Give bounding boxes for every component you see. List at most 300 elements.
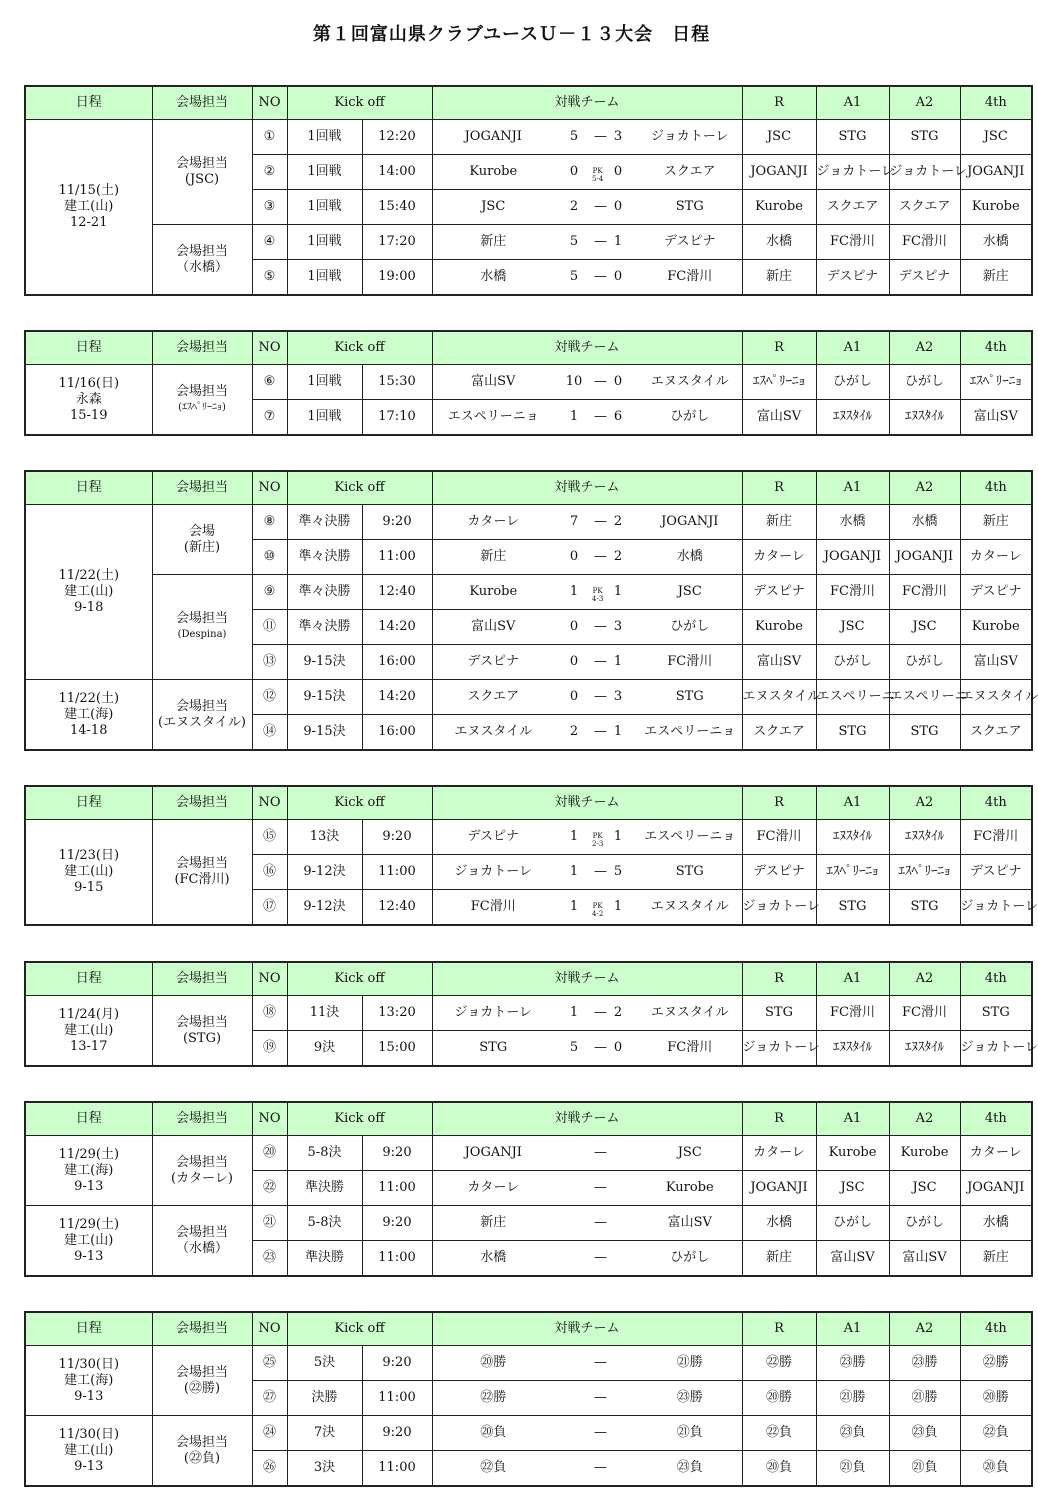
assistant2-cell: ｴﾇｽﾀｲﾙ: [889, 820, 960, 855]
home-team: Kurobe: [432, 155, 554, 190]
kickoff-time: 12:20: [362, 120, 432, 155]
match-number: ⑫: [252, 680, 287, 715]
score-dash: —: [594, 549, 608, 564]
fourth-official-cell: カターレ: [960, 540, 1032, 575]
assistant1-cell: ｴｽﾍﾟﾘｰﾆｮ: [816, 855, 889, 890]
date-cell: [25, 505, 152, 680]
fourth-official-cell: ジョカトーレ: [960, 890, 1032, 926]
fourth-official-cell: ㉒負: [960, 1416, 1032, 1451]
match-number: ㉑: [252, 1206, 287, 1241]
match-number: ⑥: [252, 365, 287, 400]
venue-line: (㉒負): [183, 1450, 221, 1466]
date-line: 9-13: [74, 1248, 104, 1264]
venue-line: 会場担当: [175, 1014, 228, 1030]
assistant2-cell: Kurobe: [889, 1136, 960, 1171]
assistant2-cell: ｴﾇｽﾀｲﾙ: [889, 1031, 960, 1067]
away-score: 0: [598, 190, 638, 225]
away-team: エスペリーニョ: [638, 715, 742, 751]
venue-cell: [152, 1206, 252, 1277]
referee-cell: 富山SV: [742, 645, 816, 680]
away-score: 5: [598, 855, 638, 890]
date-line: 11/16(日): [58, 375, 120, 391]
header-venue: 会場担当: [152, 1102, 252, 1136]
table-row: [25, 120, 1032, 155]
pk-score: PK 4-2: [592, 901, 604, 918]
fourth-official-cell: カターレ: [960, 1136, 1032, 1171]
home-team: JOGANJI: [432, 1136, 554, 1171]
match-number: ⑳: [252, 1136, 287, 1171]
schedule-table: [24, 785, 1038, 926]
away-team: エヌスタイル: [638, 365, 742, 400]
header-a1: A1: [816, 962, 889, 996]
header-kickoff: Kick off: [287, 86, 432, 120]
date-line: 建工(山): [64, 864, 114, 879]
home-score: [554, 1136, 594, 1171]
header-a2: A2: [889, 962, 960, 996]
home-score: [554, 1346, 594, 1381]
home-team: スクエア: [432, 680, 554, 715]
score-dash: —: [594, 409, 608, 424]
home-team: FC滑川: [432, 890, 554, 926]
away-team: スクエア: [638, 155, 742, 190]
venue-cell: [152, 680, 252, 751]
home-team: ジョカトーレ: [432, 996, 554, 1031]
date-cell: [25, 820, 152, 926]
assistant2-cell: STG: [889, 715, 960, 751]
match-number: ⑭: [252, 715, 287, 751]
venue-cell: [152, 365, 252, 436]
kickoff-time: 17:20: [362, 225, 432, 260]
home-team: STG: [432, 1031, 554, 1067]
header-kickoff: Kick off: [287, 1102, 432, 1136]
match-number: ④: [252, 225, 287, 260]
table-row: [25, 996, 1032, 1031]
header-referee: R: [742, 331, 816, 365]
away-team: ジョカトーレ: [638, 120, 742, 155]
date-line: 建工(山): [64, 1022, 114, 1038]
match-number: ①: [252, 120, 287, 155]
away-team: ㉑負: [638, 1416, 742, 1451]
table-header-row: [25, 471, 1032, 505]
kickoff-time: 9:20: [362, 1416, 432, 1451]
venue-line: 会場: [188, 523, 215, 539]
round-cell: 5-8決: [287, 1206, 362, 1241]
venue-line: 会場担当: [175, 1154, 228, 1170]
venue-line: 会場担当: [175, 1434, 228, 1450]
header-no: NO: [252, 786, 287, 820]
kickoff-time: 15:30: [362, 365, 432, 400]
table-row: [25, 680, 1032, 715]
assistant1-cell: ㉑勝: [816, 1381, 889, 1416]
round-cell: 9-15決: [287, 680, 362, 715]
assistant2-cell: STG: [889, 120, 960, 155]
table-row: [25, 1136, 1032, 1171]
assistant1-cell: ｴﾇｽﾀｲﾙ: [816, 400, 889, 436]
score-dash: —: [594, 864, 608, 879]
venue-cell: [152, 120, 252, 225]
fourth-official-cell: ⑳負: [960, 1451, 1032, 1487]
round-cell: 11決: [287, 996, 362, 1031]
date-line: 9-13: [74, 1458, 104, 1474]
date-line: 建工(海): [64, 1372, 114, 1388]
table-row: [25, 1206, 1032, 1241]
header-fourth: 4th: [960, 1312, 1032, 1346]
home-score: 10: [554, 365, 594, 400]
score-dash: —: [594, 269, 608, 284]
home-team: エスペリーニョ: [432, 400, 554, 436]
referee-cell: Kurobe: [742, 610, 816, 645]
schedule-table: [24, 1311, 1033, 1487]
table-header-row: [25, 331, 1032, 365]
assistant1-cell: FC滑川: [816, 575, 889, 610]
assistant2-cell: ㉑勝: [889, 1381, 960, 1416]
home-team: カターレ: [432, 1171, 554, 1206]
header-kickoff: Kick off: [287, 331, 432, 365]
assistant1-cell: デスピナ: [816, 260, 889, 296]
assistant1-cell: ジョカトーレ: [816, 155, 889, 190]
home-team: 富山SV: [432, 610, 554, 645]
header-referee: R: [742, 786, 816, 820]
fourth-official-cell: デスピナ: [960, 855, 1032, 890]
table-row: [25, 1346, 1032, 1381]
home-team: JOGANJI: [432, 120, 554, 155]
referee-cell: 新庄: [742, 1241, 816, 1277]
table-header-row: [25, 1102, 1032, 1136]
date-cell: [25, 1416, 152, 1487]
away-score: 3: [598, 120, 638, 155]
schedule-table: [24, 1101, 1033, 1277]
away-score: 3: [598, 610, 638, 645]
match-number: ⑲: [252, 1031, 287, 1067]
match-number: ㉒: [252, 1171, 287, 1206]
home-team: 新庄: [432, 540, 554, 575]
referee-cell: カターレ: [742, 1136, 816, 1171]
venue-line: (エヌスタイル): [158, 714, 246, 730]
header-fourth: 4th: [960, 1102, 1032, 1136]
venue-cell: [152, 820, 252, 926]
venue-line: （水橋）: [175, 1240, 228, 1256]
score-dash: —: [594, 1390, 608, 1405]
away-score: 1: [598, 225, 638, 260]
home-team: Kurobe: [432, 575, 554, 610]
header-venue: 会場担当: [152, 331, 252, 365]
header-date: 日程: [25, 471, 152, 505]
match-number: ⑤: [252, 260, 287, 296]
table-row: [25, 225, 1032, 260]
assistant1-cell: ひがし: [816, 645, 889, 680]
round-cell: 1回戦: [287, 155, 362, 190]
referee-cell: JOGANJI: [742, 155, 816, 190]
kickoff-time: 11:00: [362, 1171, 432, 1206]
date-cell: [25, 1206, 152, 1277]
home-score: 1: [554, 400, 594, 436]
fourth-official-cell: デスピナ: [960, 575, 1032, 610]
round-cell: 準々決勝: [287, 540, 362, 575]
venue-cell: [152, 505, 252, 575]
referee-cell: ジョカトーレ: [742, 890, 816, 926]
assistant1-cell: エスペリーニ: [816, 680, 889, 715]
kickoff-time: 12:40: [362, 890, 432, 926]
referee-cell: Kurobe: [742, 190, 816, 225]
date-line: 9-18: [74, 600, 104, 615]
away-score: 0: [598, 365, 638, 400]
table-row: [25, 1416, 1032, 1451]
date-cell: [25, 1136, 152, 1206]
round-cell: 1回戦: [287, 260, 362, 296]
kickoff-time: 15:40: [362, 190, 432, 225]
venue-cell: [152, 996, 252, 1067]
table-row: [25, 820, 1032, 855]
header-referee: R: [742, 86, 816, 120]
header-a1: A1: [816, 1102, 889, 1136]
kickoff-time: 9:20: [362, 820, 432, 855]
venue-line: (FC滑川): [174, 872, 230, 887]
table-row: [25, 575, 1032, 610]
home-score: 1: [554, 996, 594, 1031]
away-team: FC滑川: [638, 260, 742, 296]
referee-cell: 新庄: [742, 505, 816, 540]
assistant2-cell: JSC: [889, 610, 960, 645]
home-team: 水橋: [432, 260, 554, 296]
venue-line: (STG): [182, 1030, 222, 1046]
home-score: 7: [554, 505, 594, 540]
away-team: FC滑川: [638, 645, 742, 680]
header-date: 日程: [25, 962, 152, 996]
assistant2-cell: 富山SV: [889, 1241, 960, 1277]
header-match: 対戦チーム: [432, 1312, 742, 1346]
kickoff-time: 12:40: [362, 575, 432, 610]
assistant1-cell: FC滑川: [816, 996, 889, 1031]
home-score: 1: [554, 820, 594, 855]
venue-line: (JSC): [184, 172, 220, 187]
date-line: 11/15(土): [58, 183, 120, 198]
kickoff-time: 14:00: [362, 155, 432, 190]
home-team: 富山SV: [432, 365, 554, 400]
assistant1-cell: JSC: [816, 1171, 889, 1206]
header-venue: 会場担当: [152, 962, 252, 996]
assistant2-cell: ひがし: [889, 365, 960, 400]
kickoff-time: 14:20: [362, 680, 432, 715]
assistant1-cell: STG: [816, 120, 889, 155]
fourth-official-cell: スクエア: [960, 715, 1032, 751]
fourth-official-cell: ㉒勝: [960, 1346, 1032, 1381]
venue-cell: [152, 575, 252, 680]
header-a1: A1: [816, 86, 889, 120]
away-team: STG: [638, 190, 742, 225]
header-date: 日程: [25, 86, 152, 120]
match-number: ③: [252, 190, 287, 225]
assistant1-cell: ㉑負: [816, 1451, 889, 1487]
assistant1-cell: ひがし: [816, 365, 889, 400]
header-kickoff: Kick off: [287, 471, 432, 505]
header-no: NO: [252, 1312, 287, 1346]
match-number: ㉕: [252, 1346, 287, 1381]
assistant2-cell: FC滑川: [889, 575, 960, 610]
score-dash: —: [594, 654, 608, 669]
assistant2-cell: STG: [889, 890, 960, 926]
home-team: 水橋: [432, 1241, 554, 1277]
home-score: 5: [554, 260, 594, 296]
round-cell: 5決: [287, 1346, 362, 1381]
home-score: [554, 1171, 594, 1206]
fourth-official-cell: Kurobe: [960, 610, 1032, 645]
assistant2-cell: スクエア: [889, 190, 960, 225]
assistant2-cell: ひがし: [889, 645, 960, 680]
pk-score: PK 5-4: [592, 166, 604, 183]
score-dash: —: [594, 199, 608, 214]
kickoff-time: 17:10: [362, 400, 432, 436]
away-team: 富山SV: [638, 1206, 742, 1241]
header-no: NO: [252, 471, 287, 505]
referee-cell: カターレ: [742, 540, 816, 575]
away-team: ひがし: [638, 400, 742, 436]
away-score: 2: [598, 505, 638, 540]
home-team: ⑳勝: [432, 1346, 554, 1381]
header-a1: A1: [816, 471, 889, 505]
score-dash: —: [594, 1040, 608, 1055]
referee-cell: 新庄: [742, 260, 816, 296]
round-cell: 9決: [287, 1031, 362, 1067]
fourth-official-cell: 富山SV: [960, 400, 1032, 436]
match-number: ⑦: [252, 400, 287, 436]
assistant2-cell: ㉑負: [889, 1451, 960, 1487]
score-dash: —: [594, 1460, 608, 1475]
score-dash: —: [594, 724, 608, 739]
match-number: ⑬: [252, 645, 287, 680]
header-referee: R: [742, 471, 816, 505]
home-score: 0: [554, 155, 594, 190]
kickoff-time: 14:20: [362, 610, 432, 645]
home-score: 0: [554, 610, 594, 645]
header-kickoff: Kick off: [287, 962, 432, 996]
score-dash: —: [594, 129, 608, 144]
assistant2-cell: ひがし: [889, 1206, 960, 1241]
referee-cell: エヌスタイル: [742, 680, 816, 715]
round-cell: 7決: [287, 1416, 362, 1451]
header-kickoff: Kick off: [287, 1312, 432, 1346]
venue-line: (カターレ): [171, 1170, 233, 1186]
fourth-official-cell: 水橋: [960, 225, 1032, 260]
header-match: 対戦チーム: [432, 962, 742, 996]
header-referee: R: [742, 1102, 816, 1136]
assistant1-cell: ㉓勝: [816, 1346, 889, 1381]
header-venue: 会場担当: [152, 786, 252, 820]
header-venue: 会場担当: [152, 1312, 252, 1346]
venue-cell: [152, 1136, 252, 1206]
home-team: デスピナ: [432, 645, 554, 680]
referee-cell: ⑳勝: [742, 1381, 816, 1416]
referee-cell: ㉒勝: [742, 1346, 816, 1381]
schedule-table: [24, 330, 1033, 436]
score-dash: —: [594, 689, 608, 704]
assistant1-cell: 富山SV: [816, 1241, 889, 1277]
home-score: 5: [554, 225, 594, 260]
fourth-official-cell: FC滑川: [960, 820, 1032, 855]
assistant2-cell: FC滑川: [889, 996, 960, 1031]
away-score: 0: [598, 1031, 638, 1067]
match-number: ⑧: [252, 505, 287, 540]
kickoff-time: 9:20: [362, 1346, 432, 1381]
referee-cell: デスピナ: [742, 575, 816, 610]
header-date: 日程: [25, 1312, 152, 1346]
score-dash: —: [594, 1005, 608, 1020]
home-score: 0: [554, 680, 594, 715]
away-score: 1: [598, 645, 638, 680]
date-line: 建工(山): [64, 584, 114, 599]
referee-cell: ジョカトーレ: [742, 1031, 816, 1067]
date-cell: [25, 680, 152, 751]
away-team: JSC: [638, 575, 742, 610]
score-dash: —: [594, 619, 608, 634]
away-score: 2: [598, 540, 638, 575]
assistant1-cell: STG: [816, 890, 889, 926]
home-team: カターレ: [432, 505, 554, 540]
away-team: ひがし: [638, 610, 742, 645]
referee-cell: 水橋: [742, 225, 816, 260]
schedule-table: [24, 961, 1038, 1067]
score-dash: —: [594, 374, 608, 389]
home-team: 新庄: [432, 225, 554, 260]
header-fourth: 4th: [960, 471, 1032, 505]
kickoff-time: 9:20: [362, 1206, 432, 1241]
match-number: ⑪: [252, 610, 287, 645]
kickoff-time: 9:20: [362, 1136, 432, 1171]
referee-cell: ㉒負: [742, 1416, 816, 1451]
venue-line: (Despina): [177, 629, 227, 640]
round-cell: 9-15決: [287, 645, 362, 680]
home-score: [554, 1241, 594, 1277]
match-number: ㉗: [252, 1381, 287, 1416]
header-a2: A2: [889, 1312, 960, 1346]
assistant2-cell: 水橋: [889, 505, 960, 540]
fourth-official-cell: JOGANJI: [960, 1171, 1032, 1206]
date-line: 建工(山): [64, 1442, 114, 1458]
score-dash: —: [594, 1355, 608, 1370]
kickoff-time: 9:20: [362, 505, 432, 540]
assistant2-cell: ㉓負: [889, 1416, 960, 1451]
assistant1-cell: Kurobe: [816, 1136, 889, 1171]
venue-line: (新庄): [183, 539, 221, 555]
header-match: 対戦チーム: [432, 786, 742, 820]
referee-cell: JOGANJI: [742, 1171, 816, 1206]
venue-line: (㉒勝): [183, 1380, 221, 1396]
match-number: ㉖: [252, 1451, 287, 1487]
away-score: 6: [598, 400, 638, 436]
date-line: 建工(海): [64, 1162, 114, 1178]
kickoff-time: 11:00: [362, 855, 432, 890]
date-line: 13-17: [70, 1038, 108, 1054]
date-line: 11/29(土): [58, 1216, 120, 1232]
date-line: 11/30(日): [58, 1426, 120, 1442]
away-score: 1: [598, 575, 638, 610]
round-cell: 準決勝: [287, 1171, 362, 1206]
header-match: 対戦チーム: [432, 86, 742, 120]
kickoff-time: 16:00: [362, 645, 432, 680]
assistant1-cell: 水橋: [816, 505, 889, 540]
referee-cell: FC滑川: [742, 820, 816, 855]
home-score: 5: [554, 1031, 594, 1067]
fourth-official-cell: エヌスタイル: [960, 680, 1032, 715]
match-number: ㉓: [252, 1241, 287, 1277]
assistant1-cell: ｴﾇｽﾀｲﾙ: [816, 1031, 889, 1067]
venue-cell: [152, 1346, 252, 1416]
round-cell: 準決勝: [287, 1241, 362, 1277]
header-fourth: 4th: [960, 962, 1032, 996]
assistant2-cell: FC滑川: [889, 225, 960, 260]
home-team: デスピナ: [432, 820, 554, 855]
venue-line: 会場担当: [175, 243, 228, 259]
home-team: JSC: [432, 190, 554, 225]
